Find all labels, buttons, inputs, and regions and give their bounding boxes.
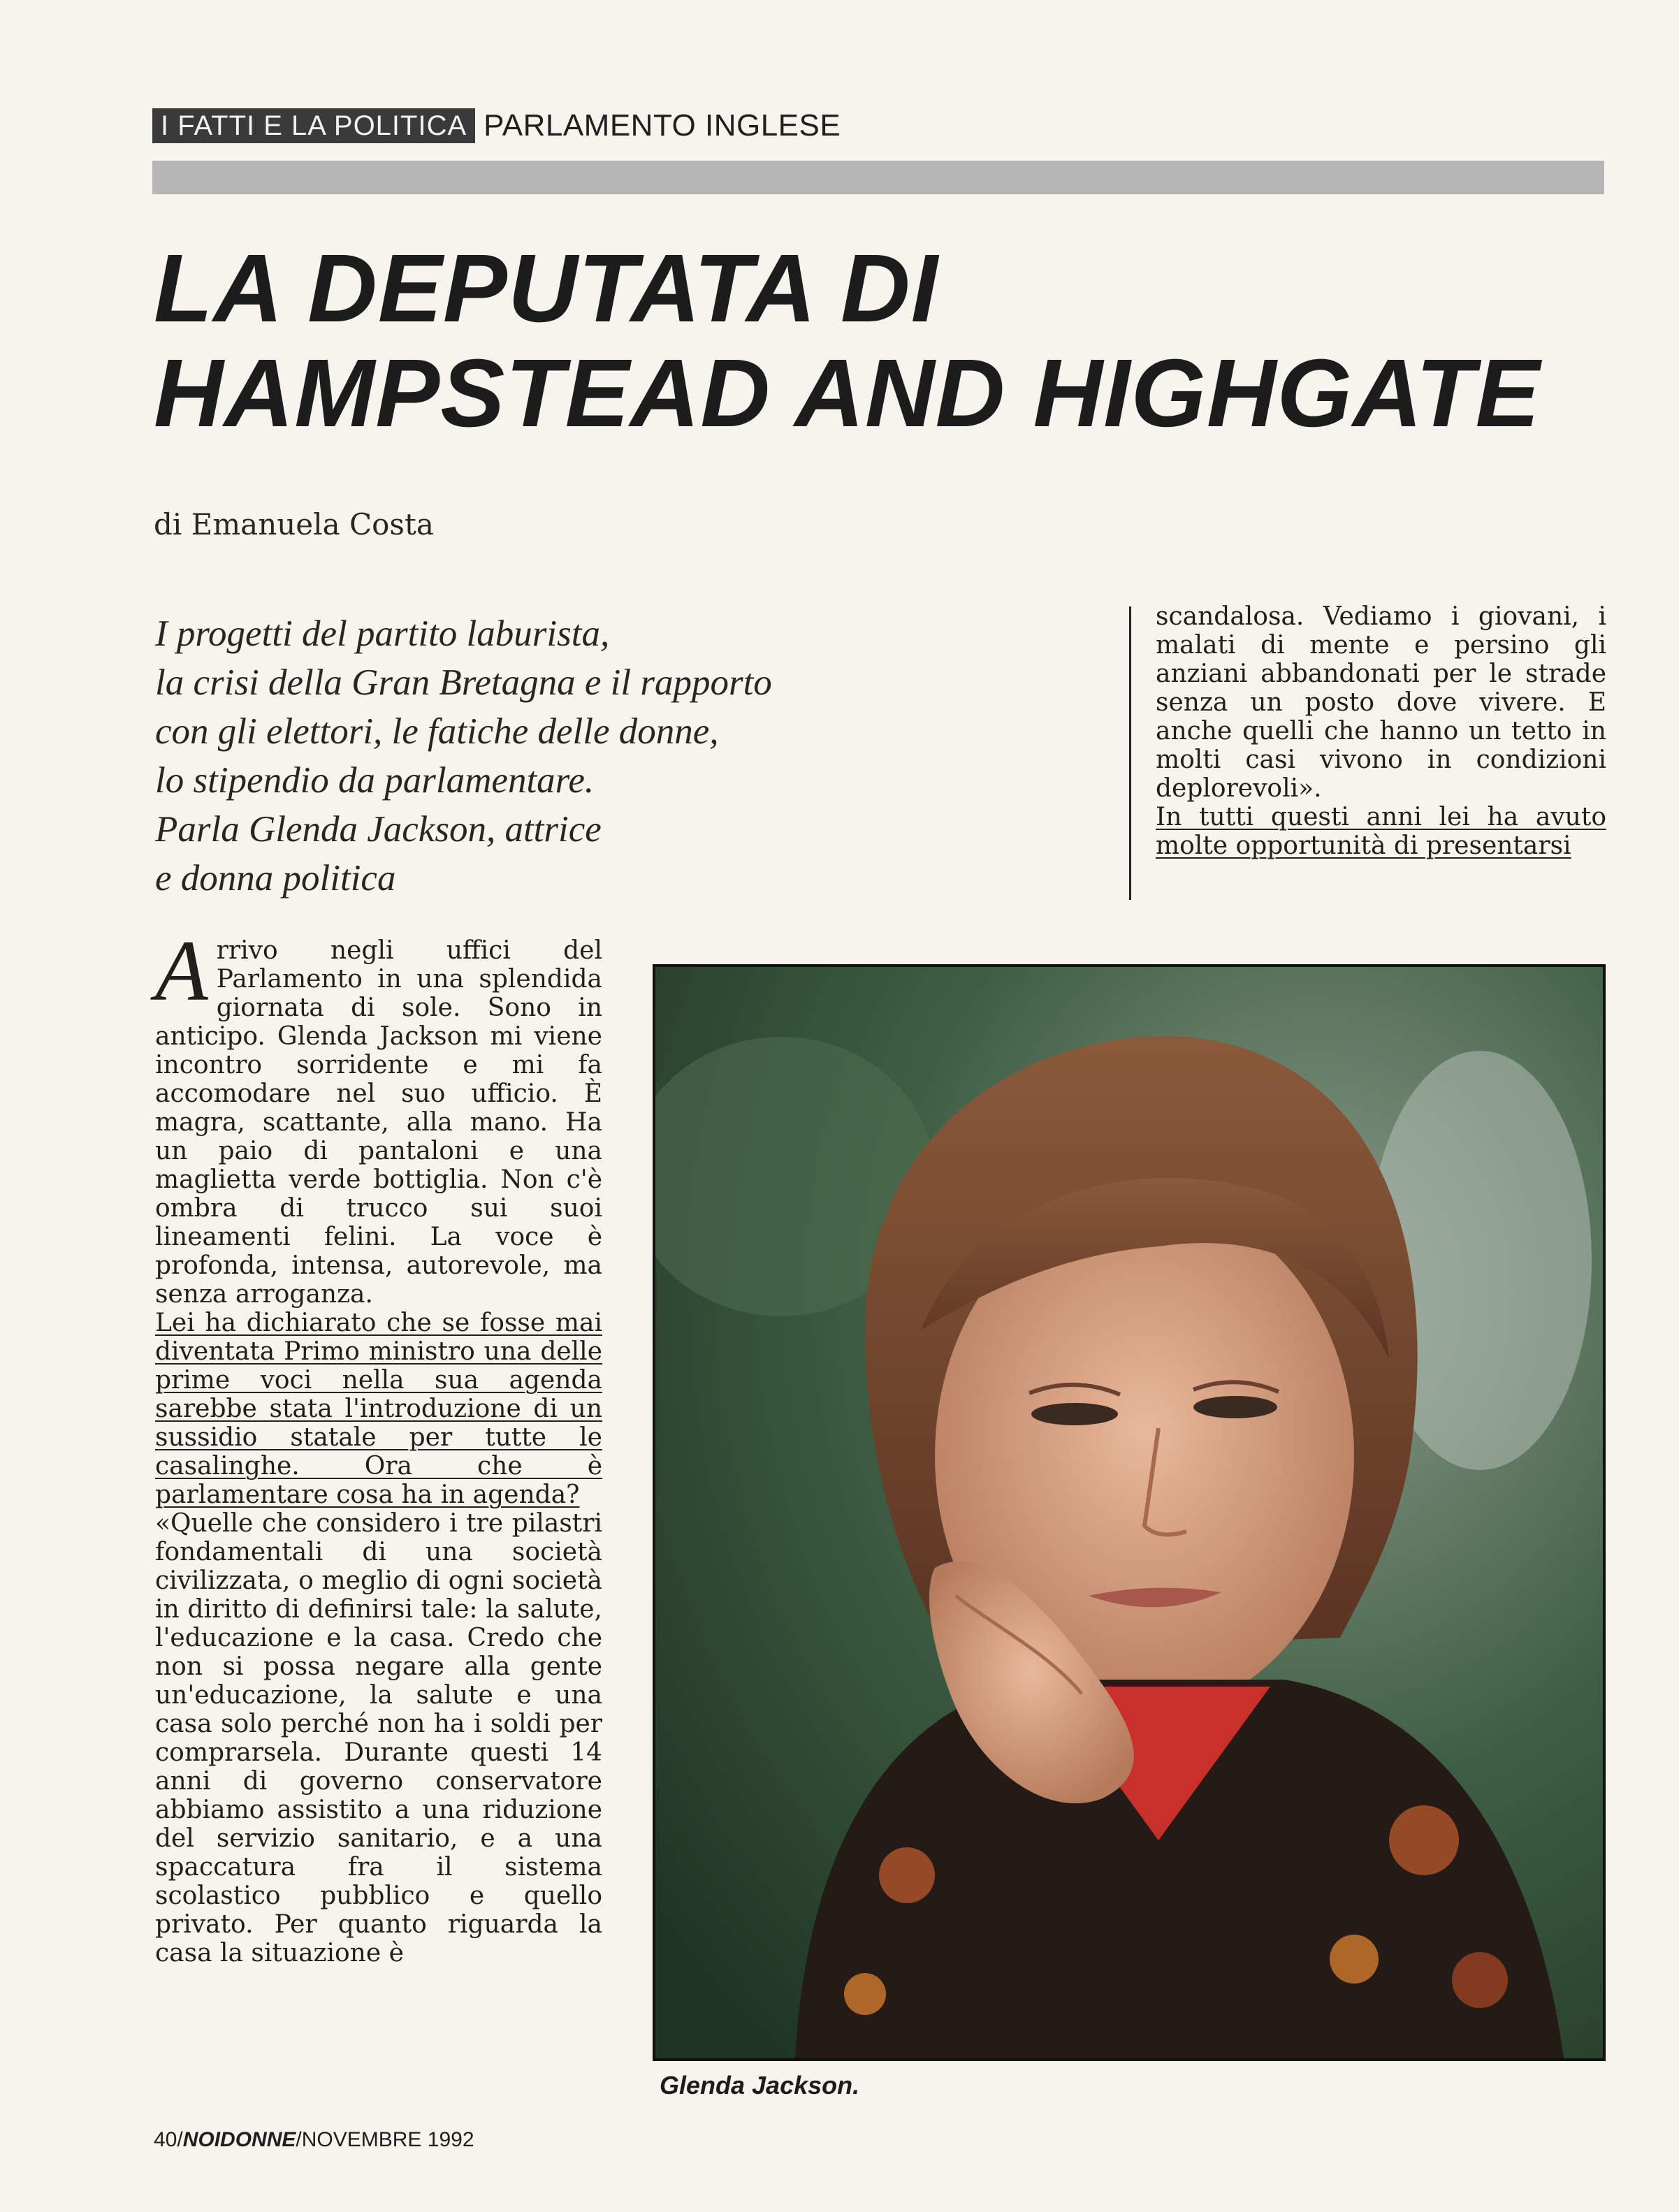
deck-line: e donna politica — [155, 858, 396, 898]
deck-line: la crisi della Gran Bretagna e il rapporto — [155, 662, 772, 703]
headline — [154, 236, 1614, 446]
issue-date: /NOVEMBRE 1992 — [296, 2128, 474, 2151]
dropcap: A — [155, 923, 208, 1019]
portrait-illustration — [655, 967, 1603, 2058]
column-rule — [1129, 606, 1131, 900]
right-column — [1156, 602, 1606, 860]
deck-line: I progetti del partito laburista, — [155, 613, 610, 654]
section-tag: I FATTI E LA POLITICA — [152, 108, 475, 143]
photo-caption: Glenda Jackson. — [660, 2071, 860, 2100]
intro-paragraph: rrivo negli uffici del Parlamento in una splendida giornata di sole. Sono in anticipo. Glenda Jackson mi viene incontro sorridente e mi fa accomodare nel suo ufficio. È magra, scattante, alla mano. Ha un paio di pantaloni e una maglietta verde bottiglia. Non c'è ombra di trucco sui suoi lineamenti felini. La voce è profonda, intensa, autorevole, ma senza arroganza. — [155, 936, 602, 1309]
deck-line: Parla Glenda Jackson, attrice — [155, 809, 602, 850]
headline-line-2: HAMPSTEAD AND HIGHGATE — [154, 340, 1541, 447]
left-column — [155, 923, 602, 1967]
deck-line: con gli elettori, le fatiche delle donne, — [155, 711, 719, 752]
section-header — [152, 108, 841, 144]
header-rule — [152, 161, 1604, 194]
right-column-question: In tutti questi anni lei ha avuto molte opportunità di presentarsi — [1156, 803, 1606, 860]
interview-answer: «Quelle che considero i tre pilastri fondamentali di una società civilizzata, o meglio di ogni società in diritto di definirsi tale: la salute, l'educazione e la casa. Credo che non si possa negare alla gente un'educazione, la salute e una casa solo perché non ha i soldi per comprarsela. Durante questi 14 anni di governo conservatore abbiamo assistito a una riduzione del servizio sanitario, e a una spaccatura fra il sistema scolastico pubblico e quello privato. Per quanto riguarda la casa la situazione è — [155, 1509, 602, 1967]
page-number: 40/ — [154, 2128, 183, 2151]
headline-line-1: LA DEPUTATA DI — [154, 235, 938, 342]
deck — [155, 609, 1077, 903]
deck-line: lo stipendio da parlamentare. — [155, 760, 595, 801]
byline: di Emanuela Costa — [154, 507, 434, 541]
portrait-photo — [653, 964, 1606, 2061]
page-footer — [154, 2128, 474, 2152]
interview-question: Lei ha dichiarato che se fosse mai diventata Primo ministro una delle prime voci nella sua agenda sarebbe stata l'introduzione di un sussidio statale per tutte le casalinghe. Ora che è parlamentare cosa ha in agenda? — [155, 1309, 602, 1509]
magazine-name: NOIDONNE — [182, 2128, 296, 2151]
section-topic: PARLAMENTO INGLESE — [484, 108, 841, 143]
right-column-answer: scandalosa. Vediamo i giovani, i malati di mente e persino gli anziani abbandonati per le strade senza un posto dove vivere. E anche quelli che hanno un tetto in molti casi vivono in condizioni deplorevoli». — [1156, 602, 1606, 803]
